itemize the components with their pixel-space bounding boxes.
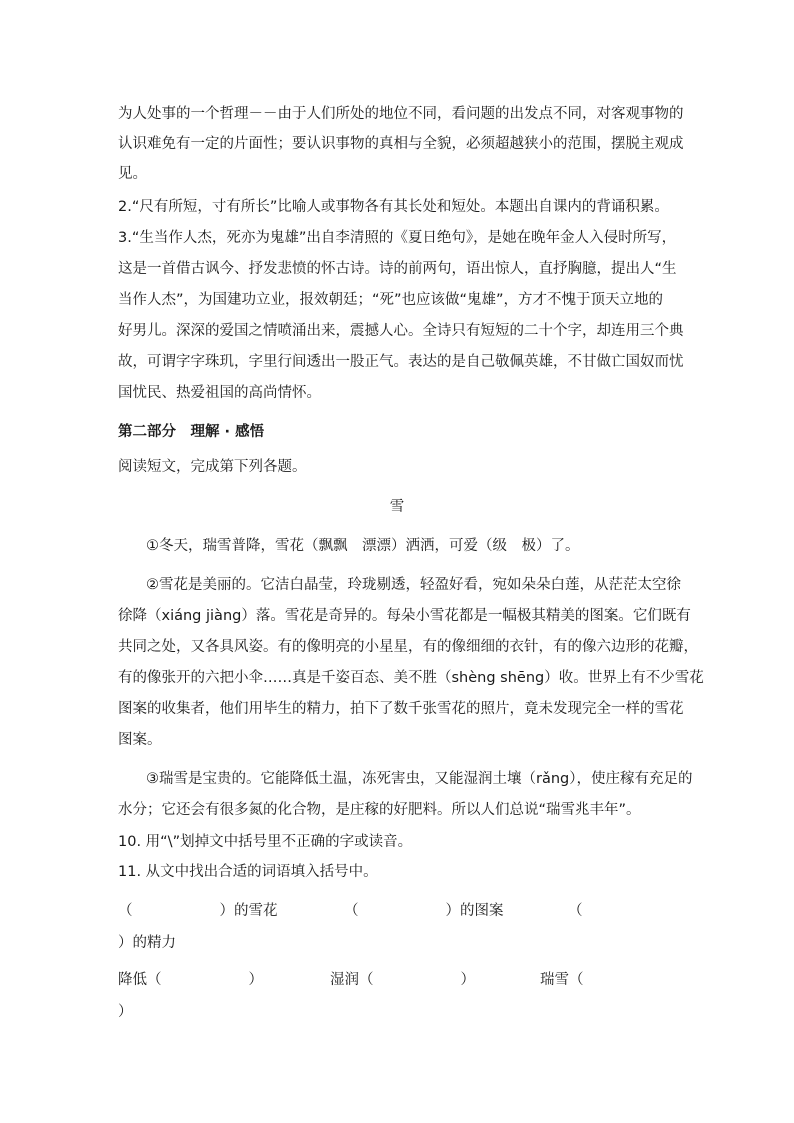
passage-paragraph-2-line-2: 徐降（xiáng jiàng）落。雪花是奇异的。每朵小雪花都是一幅极其精美的图案。它们既有 [118, 608, 691, 624]
question-10: 10. 用“\”划掉文中括号里不正确的字或读音。 [118, 834, 413, 850]
answer-3-line-2: 这是一首借古讽今、抒发悲愤的怀古诗。诗的前两句，语出惊人，直抒胸臆，提出人“生 [118, 261, 677, 277]
answer-3-line-3: 当作人杰”，为国建功立业，报效朝廷；“死”也应该做“鬼雄”，方才不愧于顶天立地的 [118, 292, 664, 308]
section-instruction: 阅读短文，完成第下列各题。 [118, 459, 307, 475]
answer-1-line-2: 认识难免有一定的片面性；要认识事物的真相与全貌，必须超越狭小的范围，摆脱主观成 [118, 136, 684, 152]
fill-blank-moisten[interactable]: 湿润（ ） [330, 972, 475, 988]
answer-1-line-3: 见。 [118, 166, 147, 182]
passage-paragraph-2-line-5: 图案的收集者，他们用毕生的精力，拍下了数千张雪花的照片，竟未发现完全一样的雪花 [118, 701, 684, 717]
fill-blank-energy-open[interactable]: （ [568, 903, 583, 919]
answer-3-line-4: 好男儿。深深的爱国之情喷涌出来，震撼人心。全诗只有短短的二十个字，却连用三个典 [118, 323, 684, 339]
passage-paragraph-1: ①冬天，瑞雪普降，雪花（飘飘 漂漂）洒洒，可爱（级 极）了。 [146, 538, 580, 554]
fill-blank-energy-close: ）的精力 [118, 935, 176, 951]
passage-paragraph-2-line-6: 图案。 [118, 732, 162, 748]
fill-blank-lower[interactable]: 降低（ ） [118, 972, 263, 988]
question-11: 11. 从文中找出合适的词语填入括号中。 [118, 864, 378, 880]
fill-blank-pattern[interactable]: （ ）的图案 [344, 903, 504, 919]
passage-paragraph-3-line-2: 水分；它还会有很多氮的化合物，是庄稼的好肥料。所以人们总说“瑞雪兆丰年”。 [118, 802, 641, 818]
fill-blank-snowflake[interactable]: （ ）的雪花 [118, 903, 278, 919]
answer-3-line-5: 故，可谓字字珠玑，字里行间透出一股正气。表达的是自己敬佩英雄，不甘做亡国奴而忧 [118, 354, 684, 370]
fill-blank-auspicious-snow-close: ） [118, 1004, 133, 1020]
section-heading: 第二部分 理解 · 感悟 [118, 424, 265, 440]
passage-paragraph-2-line-4: 有的像张开的六把小伞……真是千姿百态、美不胜（shèng shēng）收。世界上有不少雪花 [118, 670, 704, 686]
answer-1-line-1: 为人处事的一个哲理－－由于人们所处的地位不同，看问题的出发点不同，对客观事物的 [118, 106, 684, 122]
answer-3-line-6: 国忧民、热爱祖国的高尚情怀。 [118, 385, 321, 401]
passage-paragraph-2-line-1: ②雪花是美丽的。它洁白晶莹，玲珑剔透，轻盈好看，宛如朵朵白莲，从茫茫太空徐 [146, 577, 681, 593]
passage-paragraph-3-line-1: ③瑞雪是宝贵的。它能降低土温，冻死害虫，又能湿润土壤（rǎng），使庄稼有充足的 [146, 771, 693, 787]
answer-3-line-1: 3.“生当作人杰，死亦为鬼雄”出自李清照的《夏日绝句》，是她在晚年金人入侵时所写， [118, 230, 677, 246]
fill-blank-auspicious-snow[interactable]: 瑞雪（ [540, 972, 584, 988]
passage-title: 雪 [389, 499, 405, 515]
passage-paragraph-2-line-3: 共同之处，又各具风姿。有的像明亮的小星星，有的像细细的衣针，有的像六边形的花瓣， [118, 639, 698, 655]
answer-2-line-1: 2.“尺有所短，寸有所长”比喻人或事物各有其长处和短处。本题出自课内的背诵积累。 [118, 199, 669, 215]
